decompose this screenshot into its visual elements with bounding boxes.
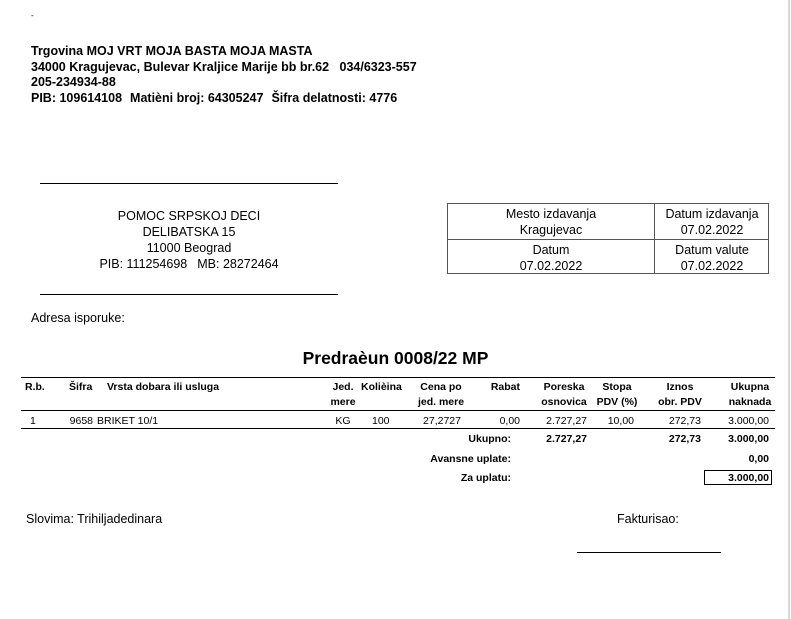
buyer-street: DELIBATSKA 15 <box>142 225 236 239</box>
issue-info-box <box>447 203 769 274</box>
col-header-jed-line2: mere <box>330 396 356 408</box>
delivery-address-label: Adresa isporuke: <box>31 311 125 325</box>
col-header-iznos-line1: Iznos <box>666 381 694 393</box>
seller-sifra-delatnosti: Šifra delatnosti: 4776 <box>271 90 398 105</box>
cell-osnovica: 2.727,27 <box>546 415 587 427</box>
col-header-cena-line2: jed. mere <box>417 396 465 408</box>
col-header-jed-line1: Jed. <box>332 381 354 393</box>
cell-stopa: 10,00 <box>607 415 634 427</box>
date-cell <box>448 243 654 274</box>
info-divider-horizontal <box>448 239 768 240</box>
buyer-ids <box>40 256 338 272</box>
cell-naziv: BRIKET 10/1 <box>97 415 159 427</box>
seller-block <box>31 44 417 106</box>
buyer-bottom-line <box>40 294 338 295</box>
advance-payments-label: Avansne uplate: <box>430 453 511 465</box>
page-right-edge <box>788 0 790 619</box>
col-header-cena-line1: Cena po <box>420 381 462 393</box>
cell-ukupno: 3.000,00 <box>728 415 769 427</box>
col-header-naziv: Vrsta dobara ili usluga <box>107 381 220 393</box>
invoiced-by-label: Fakturisao: <box>617 512 679 526</box>
seller-account: 205-234934-88 <box>31 75 116 89</box>
date-value: 07.02.2022 <box>519 258 583 273</box>
col-header-cena <box>410 380 472 410</box>
cell-cena: 27,2727 <box>423 415 461 427</box>
date-label: Datum <box>532 243 570 257</box>
cell-iznos: 272,73 <box>668 415 701 427</box>
amount-due-label: Za uplatu: <box>460 472 511 484</box>
amount-due-value: 3.000,00 <box>728 472 769 484</box>
col-header-rabat: Rabat <box>490 381 520 393</box>
buyer-mb: MB: 28272464 <box>197 257 279 271</box>
buyer-block <box>40 208 338 272</box>
col-header-ukupno <box>722 380 778 410</box>
total-osnovica: 2.727,27 <box>546 433 587 445</box>
cell-kolicina: 100 <box>372 415 390 427</box>
cell-jed: KG <box>335 415 351 427</box>
col-header-sifra: Šifra <box>69 381 93 393</box>
col-header-stopa <box>591 380 643 410</box>
value-date-label: Datum valute <box>675 243 749 257</box>
issue-date-value: 07.02.2022 <box>680 222 744 237</box>
issue-date-cell <box>655 207 769 238</box>
col-header-osnovica-line2: osnovica <box>541 396 587 408</box>
value-date-value: 07.02.2022 <box>680 258 744 273</box>
amount-in-words: Slovima: Trihiljadedinara <box>26 512 163 526</box>
total-pdv: 272,73 <box>668 433 701 445</box>
issue-place-label: Mesto izdavanja <box>505 207 597 221</box>
value-date-cell <box>655 243 769 274</box>
col-header-stopa-line1: Stopa <box>602 381 632 393</box>
col-header-stopa-line2: PDV (%) <box>596 396 638 408</box>
seller-address: 34000 Kragujevac, Bulevar Kraljice Marije bb br.62 034/6323-557 <box>31 59 417 74</box>
col-header-osnovica-line1: Poreska <box>543 381 585 393</box>
issue-date-label: Datum izdavanja <box>665 207 759 221</box>
issue-place-cell <box>448 207 654 238</box>
signature-line <box>577 552 721 553</box>
col-header-ukupno-line1: Ukupna <box>730 381 770 393</box>
cell-rabat: 0,00 <box>499 415 520 427</box>
col-header-iznos <box>652 380 708 410</box>
buyer-city: 11000 Beograd <box>146 241 232 255</box>
seller-name: Trgovina MOJ VRT MOJA BASTA MOJA MASTA <box>31 44 313 58</box>
table-bottom-rule <box>21 428 775 429</box>
col-header-rb: R.b. <box>25 381 45 393</box>
buyer-pib: PIB: 111254698 <box>99 257 188 271</box>
buyer-top-line <box>40 183 338 184</box>
advance-payments-value: 0,00 <box>748 453 769 465</box>
table-header-rule <box>21 410 775 411</box>
cell-sifra: 9658 <box>69 415 93 427</box>
seller-ids <box>31 91 417 107</box>
issue-place-value: Kragujevac <box>519 222 583 237</box>
total-naknada: 3.000,00 <box>728 433 769 445</box>
buyer-name: POMOC SRPSKOJ DECI <box>117 209 261 223</box>
cell-rb: 1 <box>30 415 36 427</box>
seller-pib: PIB: 109614108 <box>31 90 123 105</box>
total-label: Ukupno: <box>468 433 511 445</box>
document-title: Predraèun 0008/22 MP <box>302 348 489 368</box>
header-mark: - <box>31 11 34 20</box>
col-header-osnovica <box>535 380 593 410</box>
col-header-ukupno-line2: naknada <box>728 396 772 408</box>
col-header-iznos-line2: obr. PDV <box>658 396 702 408</box>
table-top-rule <box>21 377 775 378</box>
seller-maticni: Matièni broj: 64305247 <box>130 90 264 105</box>
col-header-jed <box>325 380 361 410</box>
col-header-kolicina: Kolièina <box>361 381 402 393</box>
